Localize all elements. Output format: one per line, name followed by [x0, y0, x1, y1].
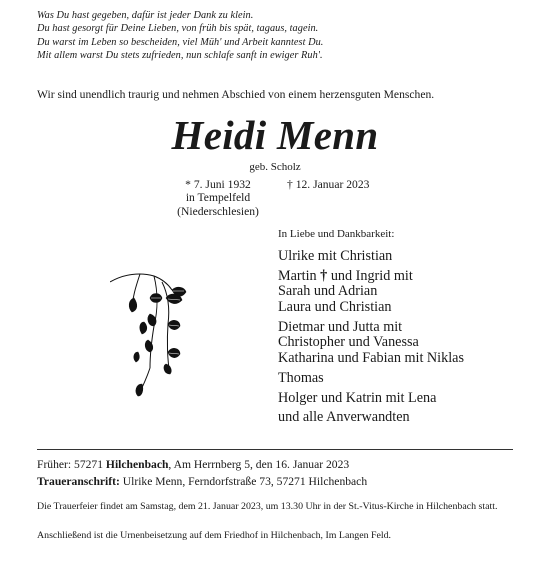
- mourner-group: [278, 391, 464, 407]
- intro-text: Wir sind unendlich traurig und nehmen Abschied von einem herzensguten Menschen.: [37, 88, 435, 101]
- mourner-group: [278, 249, 464, 265]
- mourning-address-text: Ulrike Menn, Ferndorfstraße 73, 57271 Hilchenbach: [119, 475, 368, 488]
- divider: [37, 449, 513, 450]
- mourner-line: und alle Anverwandten: [278, 409, 410, 426]
- poem-line: Du hast gesorgt für Deine Lieben, von früh bis spät, tagaus, tagein.: [37, 23, 319, 35]
- former-address: [37, 458, 349, 471]
- love-gratitude-line: In Liebe und Dankbarkeit:: [278, 228, 395, 240]
- birth-info: [168, 178, 268, 218]
- mourner-line: Holger und Katrin mit Lena: [278, 389, 437, 406]
- mourner-group: [278, 269, 464, 316]
- mourner-line: Katharina und Fabian mit Niklas: [278, 349, 464, 366]
- urn-burial-info: Anschließend ist die Urnenbeisetzung auf dem Friedhof in Hilchenbach, Im Langen Feld.: [37, 530, 392, 541]
- mourner-line: Christopher und Vanessa: [278, 334, 419, 351]
- mourner-line: [278, 269, 464, 285]
- deceased-name: Heidi Menn: [171, 112, 379, 158]
- mourner-line: Sarah und Adrian: [278, 283, 378, 300]
- mourner-line: Thomas: [278, 369, 324, 386]
- mourner-name: Martin: [278, 267, 321, 284]
- mourning-address: [37, 475, 367, 488]
- mourner-line: Dietmar und Jutta mit: [278, 318, 403, 335]
- mourner-group: [278, 371, 464, 387]
- cross-icon: †: [320, 267, 328, 284]
- mourner-line: Ulrike mit Christian: [278, 248, 393, 264]
- funeral-service-info: Die Trauerfeier findet am Samstag, dem 21. Januar 2023, um 13.30 Uhr in der St.-Vitus-Kirche in Hilchenbach statt.: [37, 501, 498, 512]
- poem: [37, 9, 323, 62]
- former-suffix: , Am Herrnberg 5, den 16. Januar 2023: [168, 458, 350, 471]
- mourner-group: [278, 410, 464, 426]
- mourner-line: Laura und Christian: [278, 298, 392, 315]
- mourners-list: [278, 249, 464, 430]
- poem-line: Du warst im Leben so bescheiden, viel Müh' und Arbeit kanntest Du.: [37, 36, 324, 48]
- former-prefix: Früher: 57271: [37, 458, 106, 471]
- mourning-address-label: Traueranschrift:: [37, 475, 120, 488]
- birth-region: (Niederschlesien): [177, 204, 259, 218]
- mourner-group: [278, 320, 464, 367]
- birth-place: in Tempelfeld: [185, 191, 251, 205]
- mourner-text: und Ingrid mit: [327, 267, 413, 284]
- death-date: † 12. Januar 2023: [287, 178, 370, 191]
- poem-line: Mit allem warst Du stets zufrieden, nun schlafe sanft in ewiger Ruh'.: [37, 49, 323, 61]
- maiden-name: geb. Scholz: [249, 161, 301, 173]
- birth-date: * 7. Juni 1932: [185, 178, 251, 191]
- poem-line: Was Du hast gegeben, dafür ist jeder Dank zu klein.: [37, 10, 254, 21]
- leaves-branch-icon: [110, 268, 195, 418]
- former-city: Hilchenbach: [105, 458, 169, 471]
